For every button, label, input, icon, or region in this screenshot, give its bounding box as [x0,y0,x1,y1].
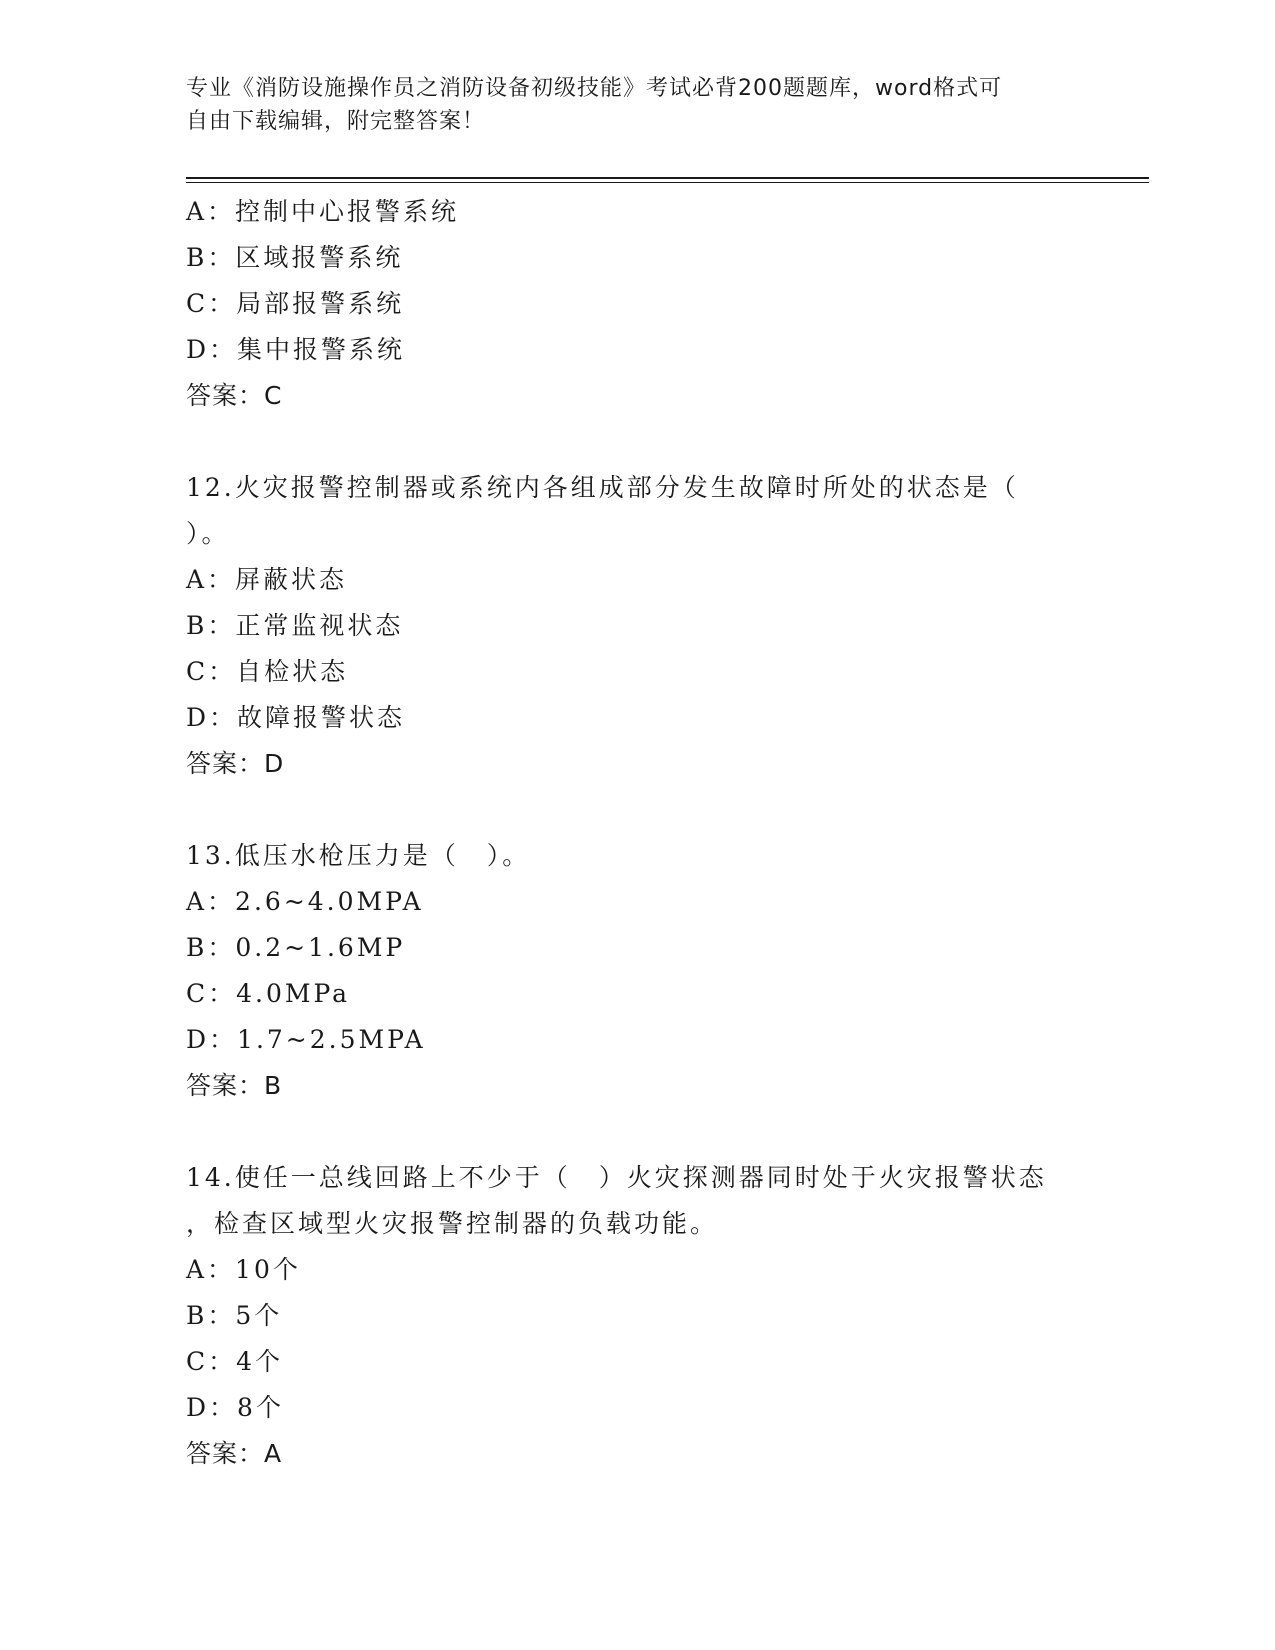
question-14 [186,1155,1086,1477]
option-a: A：控制中心报警系统 [186,197,460,226]
question-stem: 13.低压水枪压力是（ ）。 [186,841,531,870]
question-stem: 14.使任一总线回路上不少于（ ）火灾探测器同时处于火灾报警状态 [186,1163,1047,1192]
option-c: C：4个 [186,1347,284,1376]
spacer [186,1109,1086,1155]
question-list [186,189,1086,1477]
option-a: A：屏蔽状态 [186,565,348,594]
question-stem: 12.火灾报警控制器或系统内各组成部分发生故障时所处的状态是（ [186,473,1019,502]
spacer [186,787,1086,833]
header-line-1: 专业《消防设施操作员之消防设备初级技能》考试必背200题题库，word格式可 [186,76,1003,101]
question-stem-continued: ，检查区域型火灾报警控制器的负载功能。 [186,1209,719,1238]
question-stem-continued: ）。 [186,519,230,548]
option-b: B：正常监视状态 [186,611,404,640]
option-b: B：0.2~1.6MP [186,933,406,962]
option-b: B：区域报警系统 [186,243,404,272]
option-d: D：8个 [186,1393,284,1422]
option-a: A：2.6~4.0MPA [186,887,424,916]
option-c: C：4.0MPa [186,979,351,1008]
header-divider-thick [186,177,1149,179]
header-line-2: 自由下载编辑，附完整答案！ [186,109,486,134]
option-b: B：5个 [186,1301,283,1330]
option-c: C：局部报警系统 [186,289,405,318]
document-header [186,72,1086,138]
option-d: D：故障报警状态 [186,703,406,732]
header-divider-thin [186,182,1149,183]
answer: 答案：A [186,1439,283,1468]
question-13 [186,833,1086,1109]
answer: 答案：D [186,749,285,778]
spacer [186,419,1086,465]
question-11 [186,189,1086,419]
option-c: C：自检状态 [186,657,349,686]
option-a: A：10个 [186,1255,301,1284]
answer: 答案：B [186,1071,283,1100]
option-d: D：集中报警系统 [186,335,406,364]
answer: 答案：C [186,381,283,410]
question-12 [186,465,1086,787]
option-d: D：1.7~2.5MPA [186,1025,426,1054]
